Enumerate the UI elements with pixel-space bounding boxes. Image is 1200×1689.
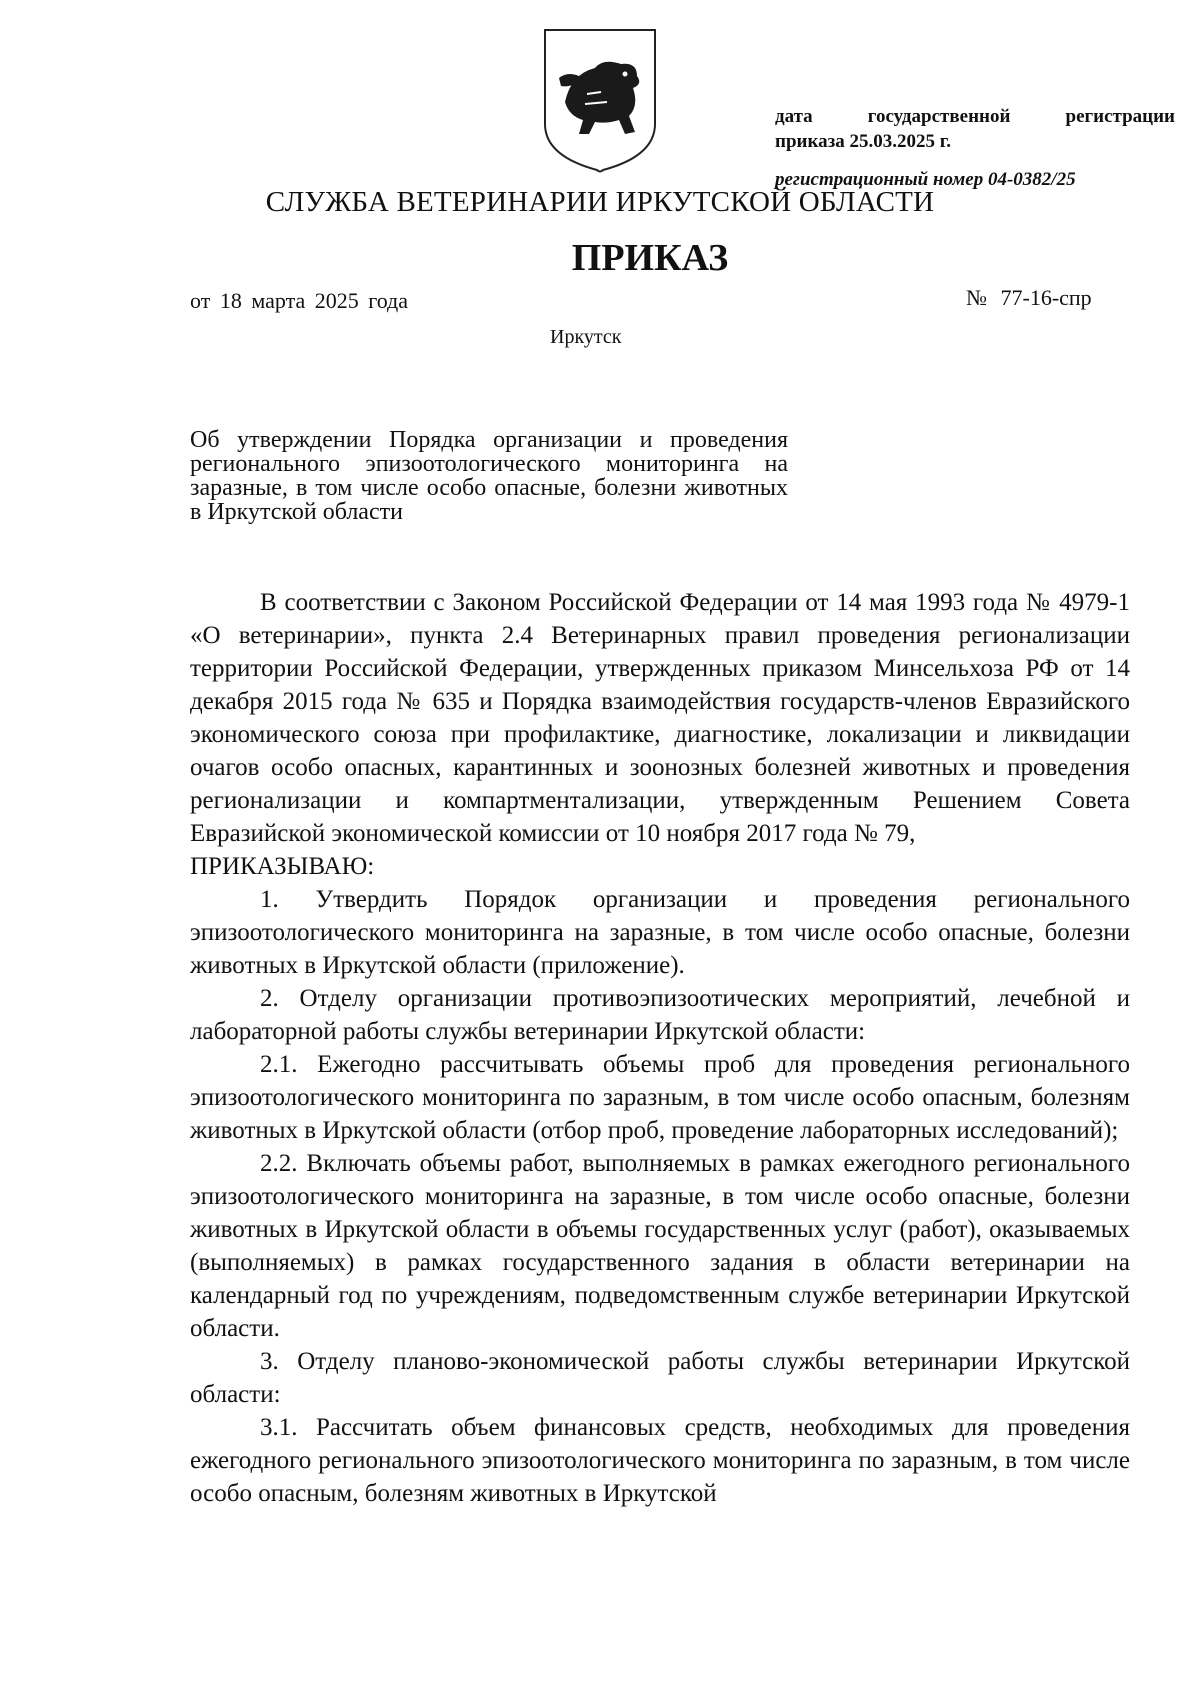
preamble-paragraph: В соответствии с Законом Российской Федерации от 14 мая 1993 года № 4979-1 «О ветеринарии», пункта 2.4 Ветеринарных правил проведения регионализации территории Российской Федерации, утвержденных приказом Минсельхоза РФ от 14 декабря 2015 года № 635 и Порядка взаимодействия государств-членов Евразийского экономического союза при профилактике, диагностике, локализации и ликвидации очагов особо опасных, карантинных и зоонозных болезней животных и проведения регионализации и компартментализации, утвержденным Решением Совета Евразийской экономической комиссии от 10 ноября 2017 года № 79,	[190, 589, 1130, 847]
registration-stamp	[775, 104, 1175, 192]
order-body	[190, 586, 1130, 1510]
coat-of-arms-icon	[525, 24, 675, 174]
registration-date-label: дата государственной регистрации	[775, 106, 1175, 127]
order-subject: Об утверждении Порядка организации и проведения регионального эпизоотологического мониторинга на заразные, в том числе особо опасные, болезни животных в Иркутской области	[190, 427, 788, 525]
issue-city: Иркутск	[550, 326, 622, 348]
order-item: 3.1. Рассчитать объем финансовых средств, необходимых для проведения ежегодного регионального эпизоотологического мониторинга по заразным, в том числе особо опасным, болезням животных в Иркутской	[190, 1414, 1130, 1507]
order-item: 3. Отделу планово-экономической работы службы ветеринарии Иркутской области:	[190, 1348, 1130, 1408]
order-item: 2. Отделу организации противоэпизоотических мероприятий, лечебной и лабораторной работы службы ветеринарии Иркутской области:	[190, 985, 1130, 1045]
order-item: 2.1. Ежегодно рассчитывать объемы проб для проведения регионального эпизоотологического мониторинга по заразным, в том числе особо опасным, болезням животных в Иркутской области (отбор проб, проведение лабораторных исследований);	[190, 1051, 1130, 1144]
organization-name: СЛУЖБА ВЕТЕРИНАРИИ ИРКУТСКОЙ ОБЛАСТИ	[265, 186, 935, 218]
document-type: ПРИКАЗ	[571, 237, 729, 279]
order-number: № 77-16-спр	[966, 285, 1092, 310]
order-item: 2.2. Включать объемы работ, выполняемых в рамках ежегодного регионального эпизоотологического мониторинга на заразные, в том числе особо опасные, болезни животных в Иркутской области в объемы государственных услуг (работ), оказываемых (выполняемых) в рамках государственного задания в области ветеринарии на календарный год по учреждениям, подведомственным службе ветеринарии Иркутской области.	[190, 1150, 1130, 1342]
command-word: ПРИКАЗЫВАЮ:	[190, 853, 375, 880]
registration-number: регистрационный номер 04-0382/25	[775, 169, 1076, 190]
order-item: 1. Утвердить Порядок организации и проведения регионального эпизоотологического мониторинга на заразные, в том числе особо опасные, болезни животных в Иркутской области (приложение).	[190, 886, 1130, 979]
order-date: от 18 марта 2025 года	[190, 288, 409, 313]
registration-date: приказа 25.03.2025 г.	[775, 131, 951, 152]
